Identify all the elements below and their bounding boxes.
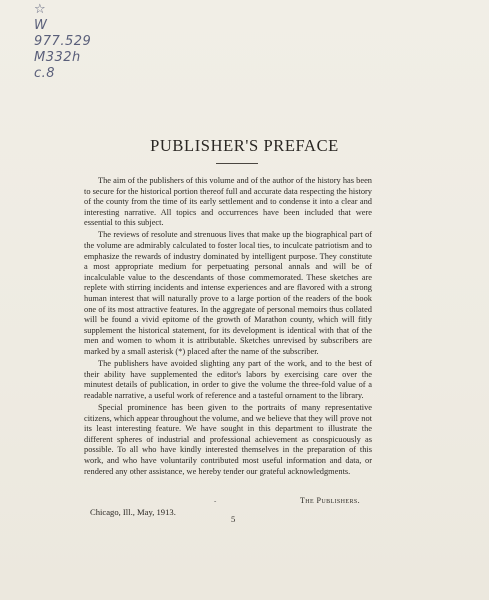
handwritten-line-3: M332h [34,50,81,65]
dateline: Chicago, Ill., May, 1913. [90,507,176,517]
page-title: PUBLISHER'S PREFACE [150,136,339,155]
print-mark: - [214,497,217,505]
signature-text: The Publishers. [300,496,361,505]
handwritten-star: ☆ [34,2,47,17]
handwritten-line-2: 977.529 [34,34,92,49]
title-divider [216,163,258,164]
preface-body [84,176,372,479]
paragraph-1: The aim of the publishers of this volume and of the author of the history has been to secure for the historical portion thereof full and accurate data respecting the history of the county from the time of its early settlement and to condense it into a clear and interesting narrative. All topics and occurrences have been included that were essential to this subject. [84,176,372,228]
paragraph-2: The reviews of resolute and strenuous lives that make up the biographical part of the volume are admirably calculated to foster local ties, to inculcate patriotism and to emphasize the rewards of industry dominated by intelligent purpose. They constitute a most appropriate medium for perpetuating personal annals and will be of incalculable value to the descendants of those commemorated. These sketches are replete with stirring incidents and intense experiences and are flavored with a strong human interest that will naturally prove to a large portion of the readers of the book one of its most attractive features. In the aggregate of personal memoirs thus collated will be found a vivid epitome of the growth of Marathon county, which will fitly supplement the historical statement, for its development is identical with that of the men and women to whom it is attributable. Sketches unrevised by subscribers are marked by a small asterisk (*) placed after the name of the subscriber. [84,230,372,356]
signature [300,496,360,505]
handwritten-call-number [34,2,154,82]
paragraph-3: The publishers have avoided slighting any part of the work, and to the best of their ability have supplemented the editor's labors by exercising care over the minutest details of publication, in order to give the volume the three-fold value of a readable narrative, a useful work of reference and a tasteful ornament to the library. [84,359,372,400]
handwritten-line-4: c.8 [34,66,56,81]
paragraph-4: Special prominence has been given to the portraits of many representative citizens, which appear throughout the volume, and we believe that they will prove not its least interesting feature. We have sought in this department to illustrate the different spheres of industrial and professional achievement as conspicuously as possible. To all who have kindly interested themselves in the preparation of this work, and who have voluntarily contributed most useful information and data, or rendered any other assistance, we hereby tender our grateful acknowledgments. [84,402,372,476]
page-number: 5 [231,514,236,524]
handwritten-line-1: W [34,18,48,33]
